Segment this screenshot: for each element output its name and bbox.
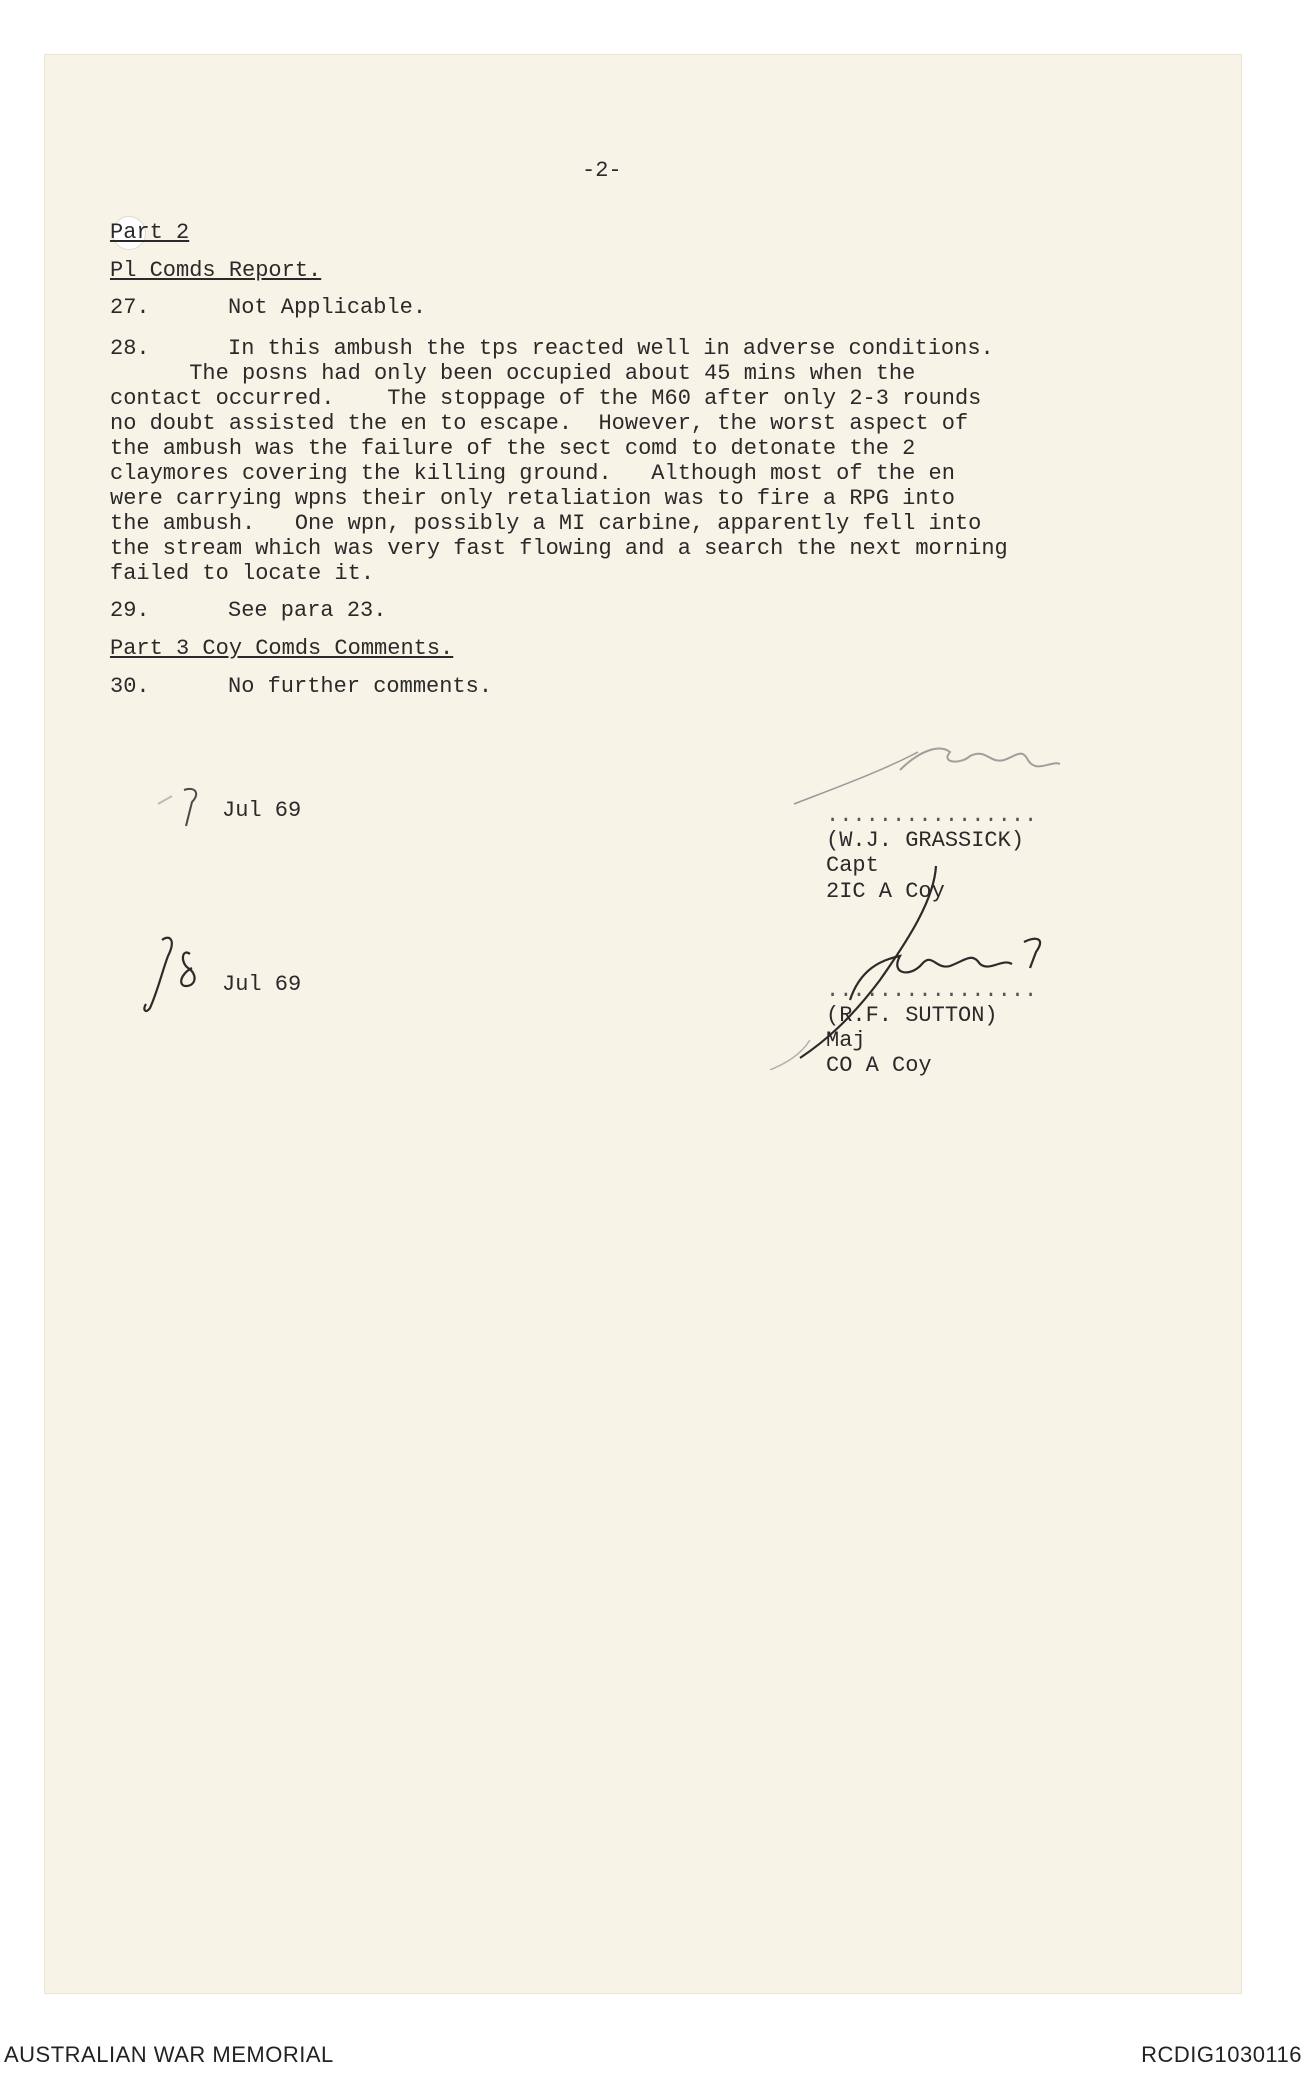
para-text: No further comments. [228,674,493,699]
signatory-name: (R.F. SUTTON) [826,1003,998,1028]
para-text-line: claymores covering the killing ground. Although most of the en [110,461,955,486]
signature-line-dots: ................ [826,803,1038,828]
para-text-line: the stream which was very fast flowing and a search the next morning [110,536,1008,561]
handwritten-date-day [140,932,224,1022]
para-text-line: the ambush. One wpn, possibly a MI carbine, apparently fell into [110,511,982,536]
para-text-line: were carrying wpns their only retaliation was to fire a RPG into [110,486,955,511]
para-number: 29. [110,598,150,623]
signature [740,860,1080,1070]
para-number: 27. [110,295,150,320]
para-text-line: failed to locate it. [110,561,375,586]
archive-credit: AUSTRALIAN WAR MEMORIAL [4,2042,334,2067]
date-month-year: Jul 69 [222,972,302,997]
para-text-line: The posns had only been occupied about 45 mins when the [110,361,916,386]
signature-line-dots: ................ [826,978,1038,1003]
para-number: 28. [110,336,150,361]
signatory-name: (W.J. GRASSICK) [826,828,1025,853]
para-text: Not Applicable. [228,295,427,320]
para-text-line: the ambush was the failure of the sect comd to detonate the 2 [110,436,916,461]
part3-heading: Part 3 Coy Comds Comments. [110,636,454,661]
para-text-line: contact occurred. The stoppage of the M60 after only 2-3 rounds [110,386,982,411]
signatory-position: CO A Coy [826,1053,932,1078]
handwritten-date-day [150,782,220,832]
pl-comds-heading: Pl Comds Report. [110,258,322,283]
signatory-rank: Maj [826,1028,866,1053]
signatory-rank: Capt [826,853,879,878]
para-text: See para 23. [228,598,387,623]
signature [790,730,1080,810]
para-number: 30. [110,674,150,699]
signatory-position: 2IC A Coy [826,879,945,904]
part2-heading: Part 2 [110,220,190,245]
archive-id: RCDIG1030116 [1141,2042,1302,2067]
date-month-year: Jul 69 [222,798,302,823]
para-text-line: no doubt assisted the en to escape. However, the worst aspect of [110,411,969,436]
page-number: -2- [582,158,622,183]
para-text-line: In this ambush the tps reacted well in adverse conditions. [228,336,994,361]
